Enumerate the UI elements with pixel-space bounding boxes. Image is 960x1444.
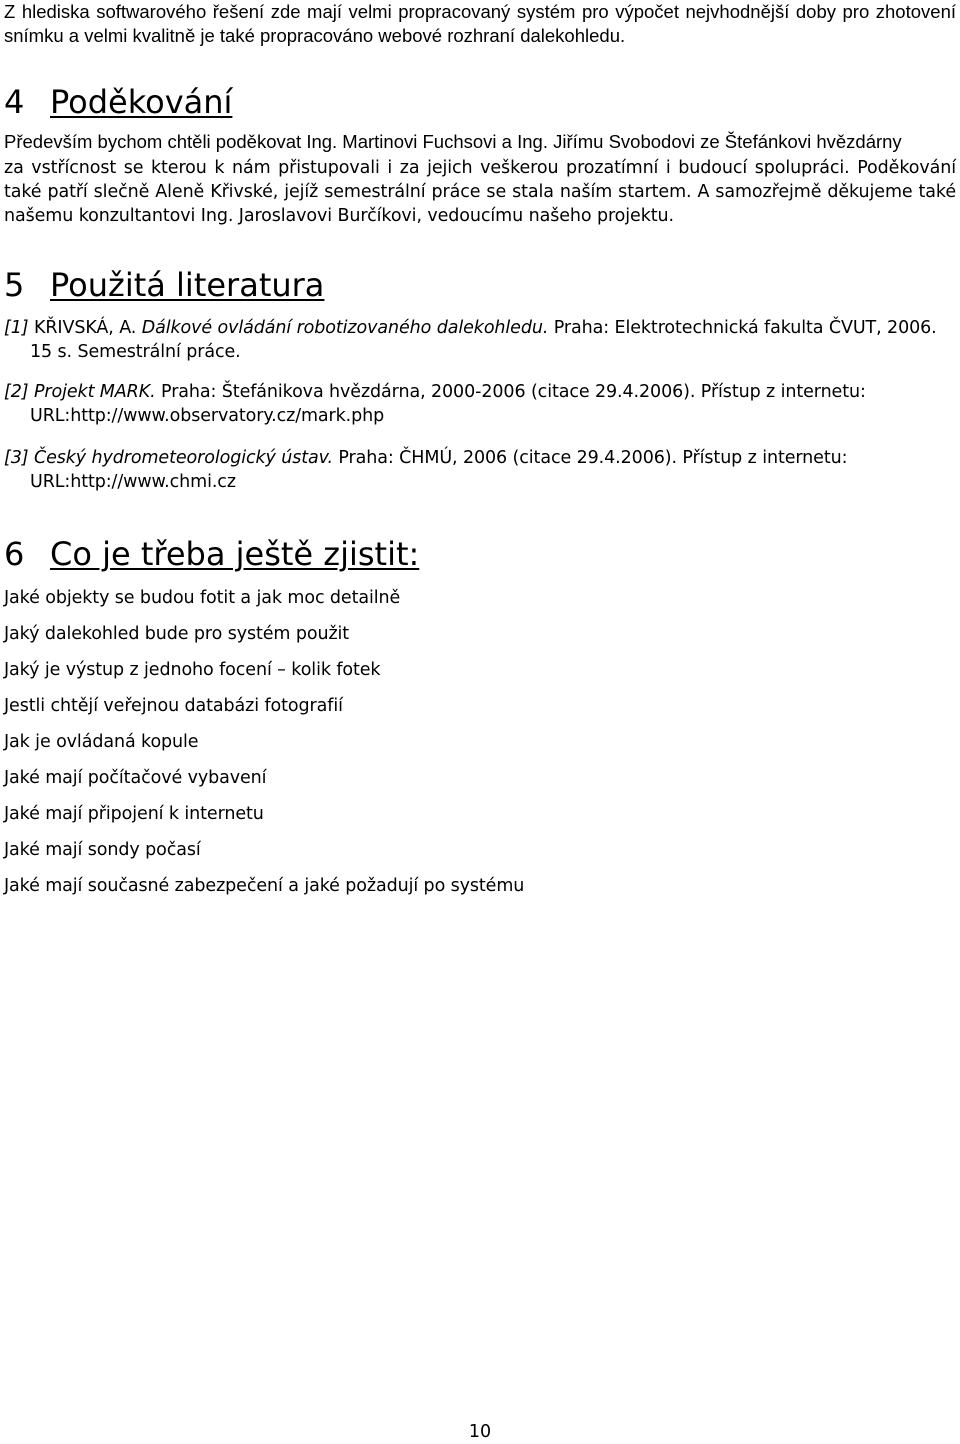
reference-1 bbox=[4, 316, 954, 364]
question-item: Jaké mají počítačové vybavení bbox=[4, 768, 267, 788]
section-6-number: 6 bbox=[4, 535, 25, 573]
section-5-number: 5 bbox=[4, 266, 25, 304]
reference-2-url[interactable]: URL:http://www.observatory.cz/mark.php bbox=[30, 406, 385, 426]
question-item: Jaké mají připojení k internetu bbox=[4, 804, 264, 824]
question-item: Jestli chtějí veřejnou databázi fotografií bbox=[4, 696, 343, 716]
question-item: Jaké mají sondy počasí bbox=[4, 840, 201, 860]
section-4-title: Poděkování bbox=[50, 83, 233, 121]
reference-1-author: KŘIVSKÁ, A. bbox=[28, 318, 142, 338]
reference-2 bbox=[4, 380, 954, 428]
reference-2-title: Projekt MARK. bbox=[33, 382, 156, 402]
reference-3-url[interactable]: URL:http://www.chmi.cz bbox=[30, 472, 236, 492]
reference-1-rest: Praha: Elektrotechnická fakulta ČVUT, 2006. bbox=[548, 318, 937, 338]
reference-3-title: Český hydrometeorologický ústav. bbox=[33, 448, 333, 468]
reference-3 bbox=[4, 446, 954, 494]
section-5-heading bbox=[4, 265, 324, 305]
reference-1-title: Dálkové ovládání robotizovaného dalekohledu. bbox=[141, 318, 549, 338]
section-4-heading bbox=[4, 82, 232, 122]
intro-paragraph: Z hlediska softwarového řešení zde mají velmi propracovaný systém pro výpočet nejvhodnější doby pro zhotovení snímku a velmi kvalitně je také propracováno webové rozhraní dalekohledu. bbox=[4, 1, 956, 46]
section-6-title: Co je třeba ještě zjistit: bbox=[50, 535, 420, 573]
section-6-heading bbox=[4, 534, 419, 574]
acknowledgement-paragraph: za vstřícnost se kterou k nám přistupovali i za jejich veškerou prozatímní i budoucí spolupráci. Poděkování také patří slečně Aleně Křivské, jejíž semestrální práce se stala naším startem. A samozřejmě děkujeme také našemu konzultantovi Ing. Jaroslavovi Burčíkovi, vedoucímu našeho projektu. bbox=[4, 158, 956, 226]
question-item: Jaký dalekohled bude pro systém použit bbox=[4, 624, 350, 644]
section-4-number: 4 bbox=[4, 83, 25, 121]
reference-3-tag: [3] bbox=[4, 448, 29, 468]
question-item: Jaký je výstup z jednoho focení – kolik fotek bbox=[4, 660, 381, 680]
question-item: Jaké objekty se budou fotit a jak moc detailně bbox=[4, 588, 401, 608]
reference-1-tag: [1] bbox=[4, 318, 29, 338]
acknowledgement-line-1: Především bychom chtěli poděkovat Ing. Martinovi Fuchsovi a Ing. Jiřímu Svobodovi ze Štefánkovi hvězdárny bbox=[4, 131, 902, 152]
reference-3-rest: Praha: ČHMÚ, 2006 (citace 29.4.2006). Přístup z internetu: bbox=[332, 448, 848, 468]
reference-1-continuation: 15 s. Semestrální práce. bbox=[30, 342, 241, 362]
question-item: Jak je ovládaná kopule bbox=[4, 732, 199, 752]
page-number: 10 bbox=[468, 1422, 492, 1442]
reference-2-tag: [2] bbox=[4, 382, 29, 402]
section-5-title: Použitá literatura bbox=[50, 266, 325, 304]
reference-2-rest: Praha: Štefánikova hvězdárna, 2000-2006 (citace 29.4.2006). Přístup z internetu: bbox=[155, 382, 866, 402]
question-item: Jaké mají současné zabezpečení a jaké požadují po systému bbox=[4, 876, 525, 896]
